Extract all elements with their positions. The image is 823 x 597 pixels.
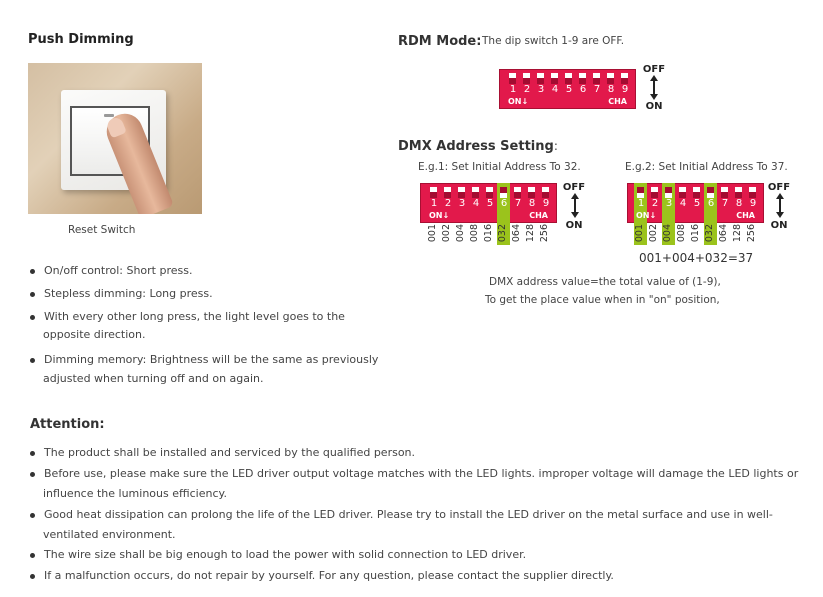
list-item: Good heat dissipation can prolong the life of the LED driver. Please try to install the LED driver on the metal surface and use in well- (29, 506, 799, 524)
push-dimming-title: Push Dimming (28, 32, 134, 47)
dip-number: 2 (523, 84, 531, 95)
dip-number: 9 (542, 198, 550, 209)
dip-on-label: ON↓ (636, 211, 657, 220)
dip-toggle-2 (444, 187, 451, 198)
dip-number: 6 (707, 198, 715, 209)
list-item: The wire size shall be big enough to load the power with solid connection to LED driver. (29, 546, 799, 564)
dip-toggle-3 (665, 187, 672, 198)
example1-caption: E.g.1: Set Initial Address To 32. (418, 161, 581, 173)
place-value: 064 (511, 224, 522, 243)
dip-cha-label: CHA (608, 97, 627, 106)
on-label: ON (645, 101, 663, 112)
dip-number: 8 (528, 198, 536, 209)
dip-toggle-2 (651, 187, 658, 198)
push-dimming-list-2 (29, 351, 389, 369)
place-value: 001 (427, 224, 438, 243)
dip-number: 9 (749, 198, 757, 209)
place-value: 002 (441, 224, 452, 243)
dip-toggle-9 (621, 73, 628, 84)
dmx-address-label: DMX Address Setting (398, 139, 554, 154)
place-value: 256 (746, 224, 757, 243)
dip-number: 6 (500, 198, 508, 209)
dip-toggle-6 (579, 73, 586, 84)
push-dimming-list (29, 262, 389, 326)
dip-toggle-6 (500, 187, 507, 198)
dip-toggle-9 (749, 187, 756, 198)
dip-toggle-8 (528, 187, 535, 198)
place-value: 064 (718, 224, 729, 243)
list-item: Dimming memory: Brightness will be the same as previously (29, 351, 389, 369)
dip-number: 5 (565, 84, 573, 95)
dip-number: 6 (579, 84, 587, 95)
attention-list (29, 444, 799, 483)
place-value: 128 (732, 224, 743, 243)
dip-toggle-8 (607, 73, 614, 84)
place-value: 256 (539, 224, 550, 243)
dip-number: 4 (551, 84, 559, 95)
dip-toggle-7 (514, 187, 521, 198)
dip-toggle-8 (735, 187, 742, 198)
dip-on-label: ON↓ (508, 97, 529, 106)
dip-number: 2 (444, 198, 452, 209)
place-value: 128 (525, 224, 536, 243)
list-item-continuation: adjusted when turning off and on again. (43, 372, 264, 385)
dip-number: 5 (486, 198, 494, 209)
place-value: 004 (455, 224, 466, 243)
place-value: 001 (634, 224, 645, 243)
dip-number: 3 (665, 198, 673, 209)
off-label: OFF (562, 182, 586, 193)
place-value: 032 (497, 224, 508, 243)
dip-toggle-1 (509, 73, 516, 84)
attention-list-2 (29, 506, 799, 524)
dip-toggle-9 (542, 187, 549, 198)
list-item: Before use, please make sure the LED driver output voltage matches with the LED lights. improper voltage will damage the LED lights or (29, 465, 799, 483)
dip-on-label: ON↓ (429, 211, 450, 220)
list-item-continuation: ventilated environment. (43, 528, 176, 541)
dip-toggle-5 (565, 73, 572, 84)
dip-toggle-1 (430, 187, 437, 198)
up-down-arrow-icon (779, 198, 781, 213)
list-item-continuation: opposite direction. (43, 328, 146, 341)
dip-toggle-7 (593, 73, 600, 84)
photo-caption: Reset Switch (68, 224, 136, 236)
dip-switch-example1 (420, 183, 557, 223)
dip-toggle-1 (637, 187, 644, 198)
dip-number: 8 (735, 198, 743, 209)
dip-toggle-4 (472, 187, 479, 198)
dmx-colon: : (553, 139, 558, 153)
dip-number: 1 (430, 198, 438, 209)
list-item: Stepless dimming: Long press. (29, 285, 389, 303)
on-label: ON (565, 220, 583, 231)
dip-toggle-6 (707, 187, 714, 198)
place-value: 002 (648, 224, 659, 243)
dip-number: 2 (651, 198, 659, 209)
place-value: 008 (469, 224, 480, 243)
dmx-heading (398, 135, 558, 154)
place-value: 004 (662, 224, 673, 243)
attention-title: Attention: (30, 417, 105, 432)
dip-number: 7 (721, 198, 729, 209)
dip-number: 3 (537, 84, 545, 95)
dip-toggle-5 (486, 187, 493, 198)
up-down-arrow-icon (653, 80, 655, 95)
list-item: On/off control: Short press. (29, 262, 389, 280)
up-down-arrow-icon (574, 198, 576, 213)
dip-toggle-7 (721, 187, 728, 198)
address-sum: 001+004+032=37 (639, 251, 754, 265)
dmx-note-2: To get the place value when in "on" position, (485, 294, 720, 306)
place-values-example1 (420, 224, 557, 246)
place-values-example2 (627, 224, 764, 246)
dip-switch-example2 (627, 183, 764, 223)
dip-number: 9 (621, 84, 629, 95)
list-item: With every other long press, the light level goes to the (29, 308, 389, 326)
dip-toggle-4 (551, 73, 558, 84)
rdm-mode-label: RDM Mode: (398, 34, 482, 49)
dmx-note-1: DMX address value=the total value of (1-9), (489, 276, 721, 288)
example2-caption: E.g.2: Set Initial Address To 37. (625, 161, 788, 173)
dip-number: 7 (593, 84, 601, 95)
dip-cha-label: CHA (529, 211, 548, 220)
on-label: ON (770, 220, 788, 231)
dip-number: 1 (637, 198, 645, 209)
place-value: 032 (704, 224, 715, 243)
dip-toggle-4 (679, 187, 686, 198)
place-value: 016 (483, 224, 494, 243)
dip-number: 4 (679, 198, 687, 209)
dip-number: 4 (472, 198, 480, 209)
list-item-continuation: influence the luminous efficiency. (43, 487, 227, 500)
dip-number: 3 (458, 198, 466, 209)
dip-toggle-2 (523, 73, 530, 84)
list-item: The product shall be installed and serviced by the qualified person. (29, 444, 799, 462)
dip-number: 1 (509, 84, 517, 95)
dip-number: 5 (693, 198, 701, 209)
dip-switch-rdm (499, 69, 636, 109)
dip-toggle-5 (693, 187, 700, 198)
list-item: If a malfunction occurs, do not repair by yourself. For any question, please contact the supplier directly. (29, 567, 799, 585)
place-value: 016 (690, 224, 701, 243)
off-label: OFF (767, 182, 791, 193)
dip-toggle-3 (537, 73, 544, 84)
reset-switch-photo (28, 63, 202, 214)
attention-list-3 (29, 546, 799, 585)
rdm-mode-text: The dip switch 1-9 are OFF. (482, 35, 625, 47)
off-label: OFF (642, 64, 666, 75)
place-value: 008 (676, 224, 687, 243)
dip-cha-label: CHA (736, 211, 755, 220)
dip-number: 8 (607, 84, 615, 95)
dip-number: 7 (514, 198, 522, 209)
dip-toggle-3 (458, 187, 465, 198)
